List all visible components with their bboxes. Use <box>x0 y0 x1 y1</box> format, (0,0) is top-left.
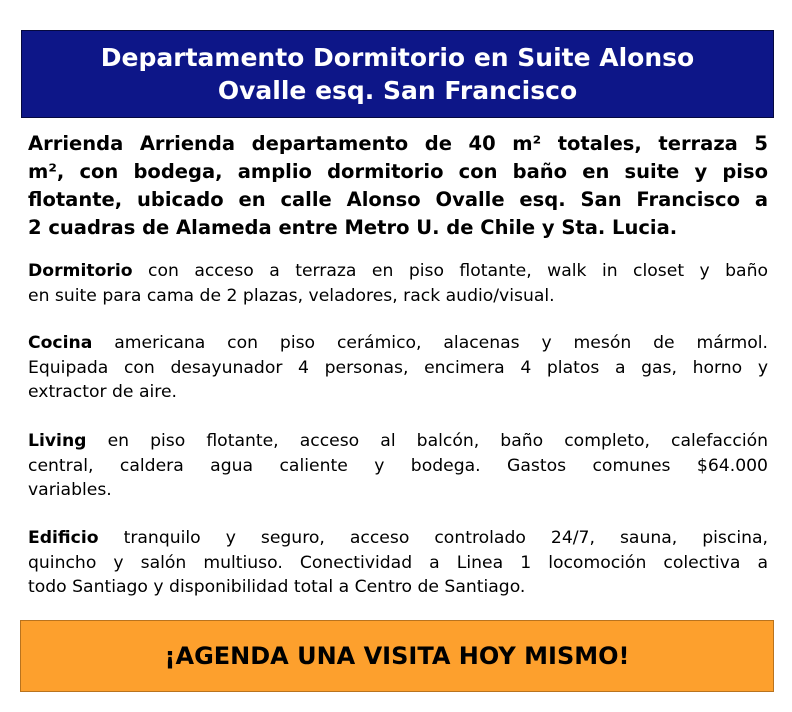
section-text: tranquilo y seguro, acceso controlado 24/7, sauna, piscina, <box>98 528 768 548</box>
intro-line: flotante, ubicado en calle Alonso Ovalle esq. San Francisco a <box>28 188 768 211</box>
section-cocina <box>28 331 768 405</box>
intro-line: 2 cuadras de Alameda entre Metro U. de Chile y Sta. Lucia. <box>28 216 678 239</box>
section-text: con acceso a terraza en piso flotante, walk in closet y baño <box>132 261 768 281</box>
section-line: Equipada con desayunador 4 personas, encimera 4 platos a gas, horno y <box>28 357 768 378</box>
section-keyword: Living <box>28 431 87 451</box>
schedule-visit-label: ¡AGENDA UNA VISITA HOY MISMO! <box>164 642 630 670</box>
section-edificio <box>28 526 768 600</box>
section-keyword: Edificio <box>28 528 99 548</box>
section-line: todo Santiago y disponibilidad total a Centro de Santiago. <box>28 577 526 597</box>
section-line: quincho y salón multiuso. Conectividad a Linea 1 locomoción colectiva a <box>28 552 768 573</box>
section-first-line <box>28 331 768 356</box>
section-text: en piso flotante, acceso al balcón, baño completo, calefacción <box>86 431 768 451</box>
section-line: central, caldera agua caliente y bodega. Gastos comunes $64.000 <box>28 455 768 476</box>
page-title-line-2: Ovalle esq. San Francisco <box>217 76 578 105</box>
section-text: americana con piso cerámico, alacenas y mesón de mármol. <box>92 333 768 353</box>
section-line: extractor de aire. <box>28 382 177 402</box>
schedule-visit-button[interactable] <box>20 620 774 692</box>
section-first-line <box>28 526 768 551</box>
title-banner <box>21 30 774 118</box>
section-living <box>28 429 768 503</box>
page-title-line-1: Departamento Dormitorio en Suite Alonso <box>100 43 695 72</box>
section-line: en suite para cama de 2 plazas, veladores, rack audio/visual. <box>28 285 555 306</box>
intro-line: m², con bodega, amplio dormitorio con baño en suite y piso <box>28 160 768 183</box>
intro-paragraph <box>28 130 768 242</box>
section-first-line <box>28 259 768 284</box>
section-keyword: Cocina <box>28 333 93 353</box>
section-first-line <box>28 429 768 454</box>
section-keyword: Dormitorio <box>28 261 133 281</box>
intro-line: Arrienda Arrienda departamento de 40 m² totales, terraza 5 <box>28 132 768 155</box>
section-dormitorio <box>28 259 768 308</box>
section-line: variables. <box>28 480 112 500</box>
